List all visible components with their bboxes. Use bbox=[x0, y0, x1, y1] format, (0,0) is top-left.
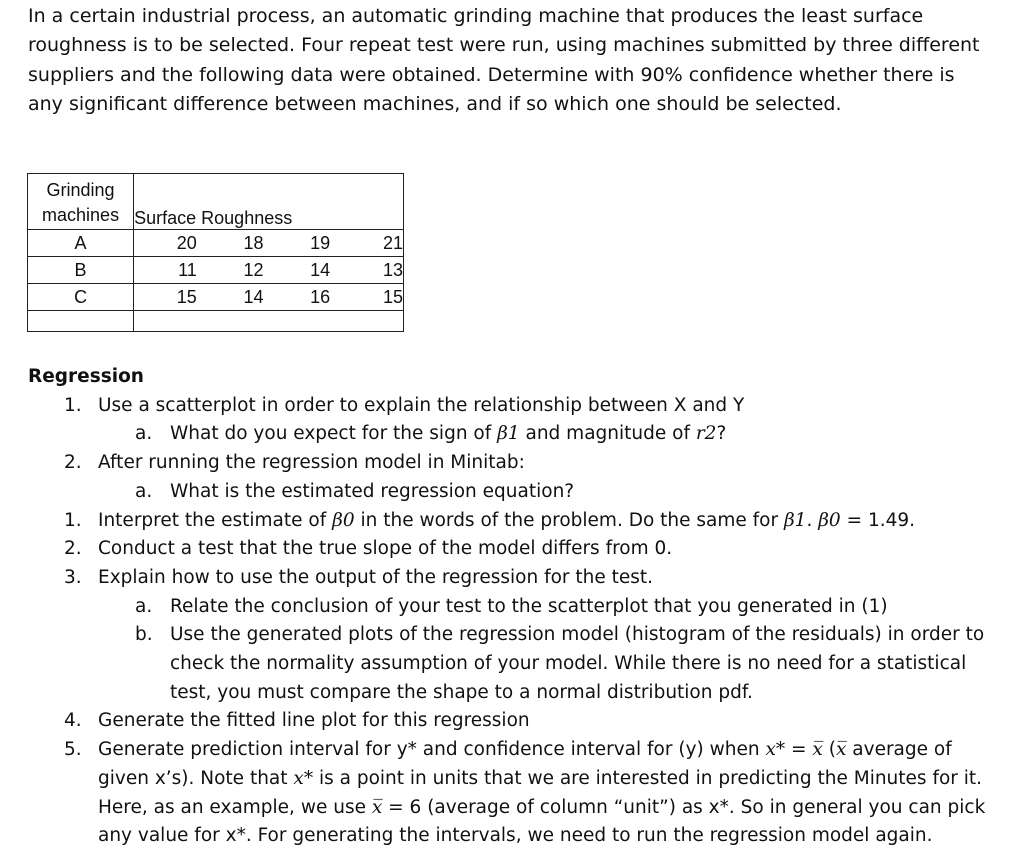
list-marker: 2. bbox=[64, 452, 82, 474]
question-text: ( bbox=[822, 739, 836, 761]
question-text: Conduct a test that the true slope of the model differs from 0. bbox=[98, 538, 673, 560]
question-regression-equation bbox=[28, 478, 988, 507]
table-row bbox=[28, 284, 404, 311]
list-marker: 2. bbox=[64, 538, 82, 560]
question-text: in the words of the problem. Do the same for bbox=[354, 509, 784, 531]
beta0-symbol: β0 bbox=[818, 509, 841, 531]
xbar-symbol: x̅ bbox=[371, 796, 383, 818]
value-cell: 11 bbox=[134, 257, 197, 284]
header-label-line1: Grinding bbox=[46, 180, 115, 200]
table-row bbox=[28, 257, 404, 284]
surface-roughness-table bbox=[27, 173, 404, 332]
table-padding-row bbox=[28, 311, 404, 332]
question-text: average of given x’s). Note that bbox=[98, 739, 952, 789]
question-text: Generate the fitted line plot for this regression bbox=[98, 710, 530, 732]
question-scatterplot bbox=[28, 392, 988, 421]
question-relate-conclusion bbox=[28, 593, 988, 622]
question-slope-test bbox=[28, 535, 988, 564]
value-cell: 15 bbox=[330, 284, 403, 311]
xbar-symbol: x̅ bbox=[835, 739, 847, 761]
question-minitab bbox=[28, 449, 988, 478]
question-text: . bbox=[806, 509, 819, 531]
question-text: Relate the conclusion of your test to the scatterplot that you generated in (1) bbox=[170, 595, 888, 617]
machine-cell: C bbox=[28, 284, 134, 311]
list-marker: 1. bbox=[64, 394, 82, 416]
value-cell: 20 bbox=[134, 230, 197, 257]
problem-statement: In a certain industrial process, an automatic grinding machine that produces the least surface roughness is to be selected. Four repeat test were run, using machines submitted by three different suppliers and the following data were obtained. Determine with 90% confidence whether there is any significant difference between machines, and if so which one should be selected. bbox=[28, 5, 980, 116]
xstar-symbol: x* bbox=[293, 767, 314, 789]
question-regression-output bbox=[28, 564, 988, 593]
grinding-machines-header bbox=[28, 174, 134, 230]
machine-cell: B bbox=[28, 257, 134, 284]
value-cell: 14 bbox=[264, 257, 331, 284]
value-cell: 13 bbox=[330, 257, 403, 284]
list-marker: 4. bbox=[64, 710, 82, 732]
machine-cell: A bbox=[28, 230, 134, 257]
question-text: After running the regression model in Minitab: bbox=[98, 452, 525, 474]
value-cell: 18 bbox=[197, 230, 264, 257]
question-text: Generate prediction interval for y* and confidence interval for (y) when bbox=[98, 739, 766, 761]
value-cell: 21 bbox=[330, 230, 403, 257]
header-label-line2: machines bbox=[42, 205, 120, 225]
question-prediction-interval bbox=[28, 736, 988, 851]
question-text: Explain how to use the output of the regression for the test. bbox=[98, 566, 654, 588]
beta1-symbol: β1 bbox=[497, 423, 520, 445]
list-marker: 3. bbox=[64, 566, 82, 588]
regression-section bbox=[28, 363, 988, 851]
question-text: ? bbox=[716, 423, 727, 445]
question-text: = 1.49. bbox=[840, 509, 916, 531]
question-normality-check bbox=[28, 621, 988, 707]
value-cell: 19 bbox=[264, 230, 331, 257]
list-marker: a. bbox=[135, 480, 153, 502]
value-cell: 15 bbox=[134, 284, 197, 311]
table-header-row bbox=[28, 174, 404, 230]
question-text: Interpret the estimate of bbox=[98, 509, 333, 531]
xstar-symbol: x* bbox=[765, 739, 786, 761]
list-marker: a. bbox=[135, 595, 153, 617]
question-text: Use a scatterplot in order to explain the relationship between X and Y bbox=[98, 394, 745, 416]
question-text: = bbox=[785, 739, 813, 761]
list-marker: a. bbox=[135, 423, 153, 445]
regression-title: Regression bbox=[28, 366, 144, 387]
value-cell: 16 bbox=[264, 284, 331, 311]
question-text: What do you expect for the sign of bbox=[170, 423, 498, 445]
question-text: is a point in units that we are interested in predicting the Minutes for it. Here, as an example, we use bbox=[98, 767, 983, 818]
surface-roughness-header: Surface Roughness bbox=[134, 208, 293, 228]
xbar-symbol: x̅ bbox=[812, 739, 823, 761]
list-marker: 5. bbox=[64, 739, 82, 761]
question-text: Use the generated plots of the regression model (histogram of the residuals) in order to check the normality assumption of your model. While there is no need for a statistical test, you must compare the shape to a normal distribution pdf. bbox=[170, 624, 985, 703]
table-row bbox=[28, 230, 404, 257]
beta1-symbol: β1 bbox=[783, 509, 807, 531]
list-marker: b. bbox=[135, 624, 153, 646]
question-text: = 6 (average of column “unit”) as x*. So in general you can pick any value for x*. For generating the intervals, we need to run the regression model again. bbox=[98, 796, 986, 847]
r2-symbol: r2 bbox=[695, 423, 717, 445]
question-text: and magnitude of bbox=[519, 423, 696, 445]
question-text: What is the estimated regression equation? bbox=[170, 480, 575, 502]
question-interpret-estimate bbox=[28, 507, 988, 536]
value-cell: 14 bbox=[197, 284, 264, 311]
question-fitted-line-plot bbox=[28, 707, 988, 736]
value-cell: 12 bbox=[197, 257, 264, 284]
beta0-symbol: β0 bbox=[332, 509, 355, 531]
question-sign-magnitude bbox=[28, 420, 988, 449]
list-marker: 1. bbox=[64, 509, 82, 531]
